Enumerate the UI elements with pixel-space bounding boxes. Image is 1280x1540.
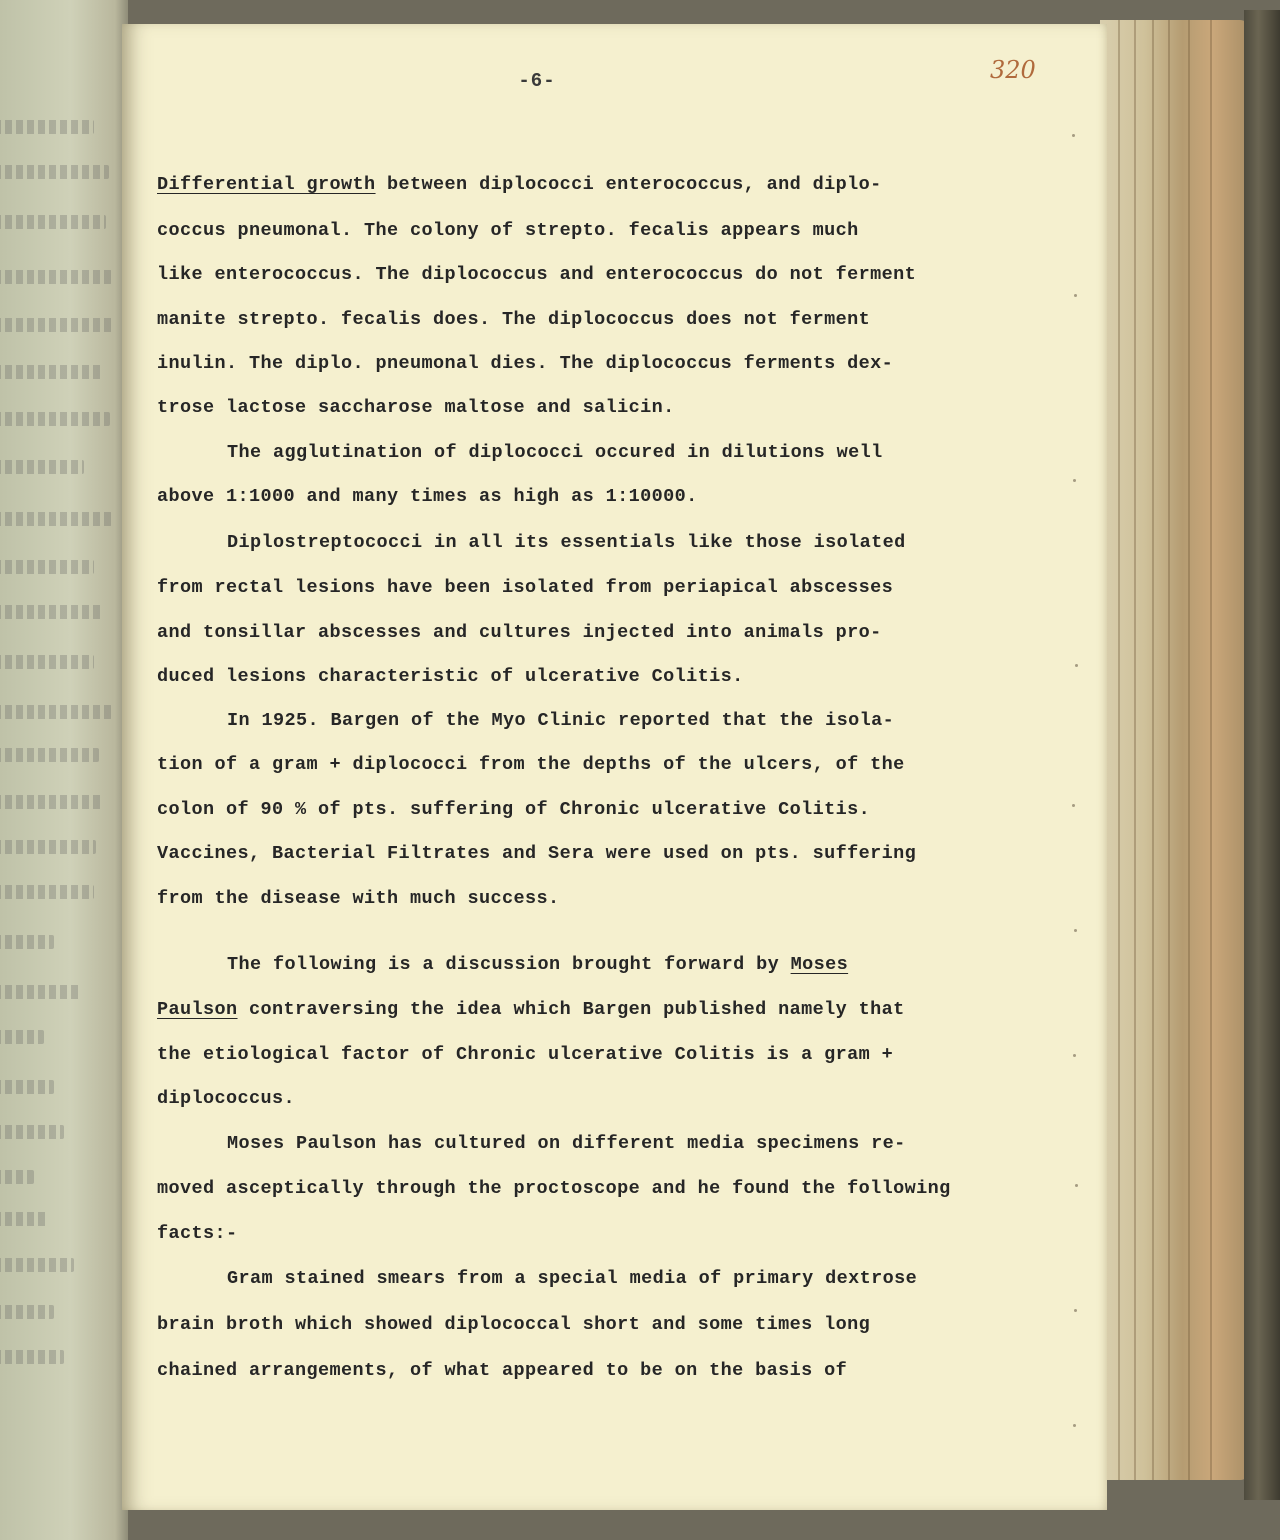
text-line xyxy=(157,309,870,330)
text-line xyxy=(157,622,882,643)
text-segment: above 1:1000 and many times as high as 1:10000. xyxy=(157,486,698,507)
page-stack-edge xyxy=(1100,20,1250,1480)
text-segment: trose lactose saccharose maltose and salicin. xyxy=(157,397,675,418)
text-line xyxy=(157,577,893,598)
document-page xyxy=(122,24,1107,1510)
text-segment: Gram stained smears from a special media of primary dextrose xyxy=(227,1268,918,1289)
text-segment: chained arrangements, of what appeared to be on the basis of xyxy=(157,1360,848,1381)
text-line xyxy=(157,1088,295,1109)
text-line xyxy=(157,799,870,820)
underlined-text: Paulson xyxy=(157,999,238,1020)
text-segment: inulin. The diplo. pneumonal dies. The diplococcus ferments dex- xyxy=(157,353,894,374)
text-line xyxy=(227,954,848,975)
text-segment: tion of a gram + diplococci from the depths of the ulcers, of the xyxy=(157,754,905,775)
text-line xyxy=(157,1223,238,1244)
text-line xyxy=(157,888,560,909)
text-line xyxy=(157,999,905,1020)
text-segment: between diplococci enterococcus, and diplo- xyxy=(375,174,882,195)
underlined-text: Differential growth xyxy=(157,174,376,195)
text-segment: colon of 90 % of pts. suffering of Chronic ulcerative Colitis. xyxy=(157,799,871,820)
text-line xyxy=(157,264,916,285)
text-segment: The agglutination of diplococci occured in dilutions well xyxy=(227,442,883,463)
text-segment: Moses Paulson has cultured on different media specimens re- xyxy=(227,1133,906,1154)
text-segment: moved asceptically through the proctoscope and he found the following xyxy=(157,1178,951,1199)
text-line xyxy=(157,1360,847,1381)
text-line xyxy=(157,666,744,687)
text-line xyxy=(157,1178,951,1199)
page-number: -6- xyxy=(518,70,556,92)
text-segment: contraversing the idea which Bargen published namely that xyxy=(237,999,905,1020)
facing-page xyxy=(0,0,128,1540)
book-binding xyxy=(1244,10,1280,1500)
text-segment: In 1925. Bargen of the Myo Clinic reported that the isola- xyxy=(227,710,895,731)
text-line xyxy=(227,1268,917,1289)
text-segment: from rectal lesions have been isolated from periapical abscesses xyxy=(157,577,894,598)
text-segment: duced lesions characteristic of ulcerative Colitis. xyxy=(157,666,744,687)
text-line xyxy=(227,710,894,731)
text-line xyxy=(227,442,883,463)
text-segment: and tonsillar abscesses and cultures injected into animals pro- xyxy=(157,622,882,643)
text-segment: brain broth which showed diplococcal short and some times long xyxy=(157,1314,871,1335)
text-segment: coccus pneumonal. The colony of strepto. fecalis appears much xyxy=(157,220,859,241)
text-segment: like enterococcus. The diplococcus and enterococcus do not ferment xyxy=(157,264,917,285)
text-segment: Diplostreptococci in all its essentials like those isolated xyxy=(227,532,906,553)
text-line xyxy=(157,843,916,864)
text-segment: manite strepto. fecalis does. The diplococcus does not ferment xyxy=(157,309,871,330)
text-line xyxy=(157,174,882,195)
text-segment: facts:- xyxy=(157,1223,238,1244)
text-line xyxy=(227,532,906,553)
text-segment: Vaccines, Bacterial Filtrates and Sera were used on pts. suffering xyxy=(157,843,917,864)
text-line xyxy=(157,486,698,507)
text-segment: from the disease with much success. xyxy=(157,888,560,909)
text-line xyxy=(157,220,859,241)
text-line xyxy=(227,1133,906,1154)
text-line xyxy=(157,353,893,374)
text-segment: the etiological factor of Chronic ulcerative Colitis is a gram + xyxy=(157,1044,894,1065)
text-line xyxy=(157,1044,893,1065)
text-segment: diplococcus. xyxy=(157,1088,296,1109)
text-line xyxy=(157,754,905,775)
underlined-text: Moses xyxy=(790,954,849,975)
text-line xyxy=(157,397,675,418)
folio-number: 320 xyxy=(990,56,1036,84)
text-segment: The following is a discussion brought forward by xyxy=(227,954,791,975)
text-line xyxy=(157,1314,870,1335)
